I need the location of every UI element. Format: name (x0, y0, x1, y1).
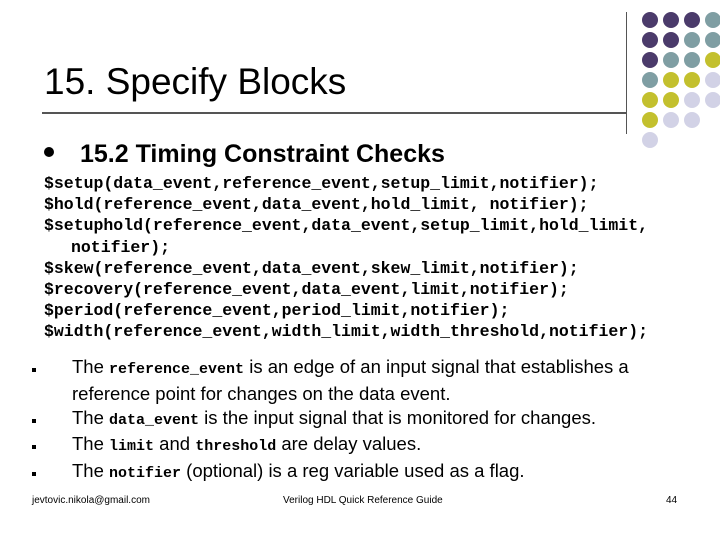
code-line: $skew(reference_event,data_event,skew_limit,notifier); (44, 258, 579, 278)
decor-dot (663, 92, 679, 108)
decor-dot (684, 12, 700, 28)
footer-email: jevtovic.nikola@gmail.com (32, 495, 150, 506)
code-line: $recovery(reference_event,data_event,limit,notifier); (44, 280, 569, 300)
square-bullet-icon (32, 419, 36, 423)
inline-code: threshold (195, 438, 277, 456)
code-line: $setuphold(reference_event,data_event,setup_limit,hold_limit, (44, 216, 648, 236)
decor-dot (705, 72, 720, 88)
code-line: $period(reference_event,period_limit,notifier); (44, 301, 510, 321)
code-line: $setup(data_event,reference_event,setup_limit,notifier); (44, 174, 599, 193)
code-line: notifier); (71, 237, 171, 257)
decor-dot (663, 72, 679, 88)
decor-dot (705, 12, 720, 28)
decor-dot (663, 32, 679, 48)
decor-dot (684, 112, 700, 128)
decor-dot (684, 92, 700, 108)
inline-code: data_event (109, 411, 200, 429)
bullet-dot-icon (44, 147, 54, 157)
list-item: The limit and threshold are delay values. (30, 432, 690, 459)
decor-dot (663, 112, 679, 128)
decor-dot (684, 32, 700, 48)
page-number: 44 (666, 495, 678, 506)
list-item: The notifier (optional) is a reg variable used as a flag. (30, 459, 690, 486)
square-bullet-icon (32, 445, 36, 449)
bullet-list (30, 355, 690, 486)
square-bullet-icon (32, 368, 36, 372)
decor-dot (663, 52, 679, 68)
section-heading-text: 15.2 Timing Constraint Checks (80, 140, 445, 168)
decor-dot (705, 52, 720, 68)
list-item: The reference_event is an edge of an input signal that establishes a reference point for changes on the data event. (30, 355, 690, 406)
code-line: $width(reference_event,width_limit,width_threshold,notifier); (44, 322, 648, 342)
inline-code: limit (109, 438, 155, 456)
decor-dot (642, 132, 658, 148)
list-item: The data_event is the input signal that is monitored for changes. (30, 406, 690, 433)
code-line: $hold(reference_event,data_event,hold_limit, notifier); (44, 195, 589, 215)
vertical-divider (626, 12, 627, 134)
decor-dot (663, 12, 679, 28)
footer-title: Verilog HDL Quick Reference Guide (283, 495, 443, 506)
section-heading (44, 140, 445, 169)
decor-dot (684, 72, 700, 88)
decor-dot (642, 112, 658, 128)
title-underline (42, 112, 626, 114)
inline-code: reference_event (109, 361, 245, 378)
decor-dot (642, 72, 658, 88)
decor-dot (642, 32, 658, 48)
slide-title: 15. Specify Blocks (44, 61, 347, 102)
inline-code: notifier (109, 465, 182, 483)
decor-dot (642, 12, 658, 28)
decor-dot (642, 92, 658, 108)
decor-dot (705, 92, 720, 108)
decor-dot (684, 52, 700, 68)
code-block (44, 173, 648, 343)
decor-dot (642, 52, 658, 68)
square-bullet-icon (32, 472, 36, 476)
decor-dot (705, 32, 720, 48)
decorative-dot-grid (630, 10, 720, 160)
